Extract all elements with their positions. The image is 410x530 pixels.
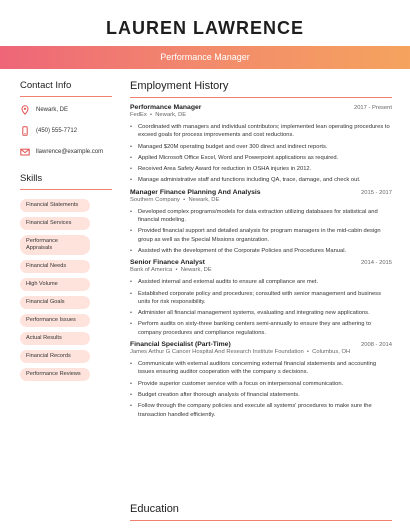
skill-tag: Financial Needs (20, 260, 90, 273)
job-location: Columbus, OH (312, 349, 351, 356)
job-location: Newark, DE (180, 267, 212, 274)
job-bullet: • Coordinated with managers and individual contributors; implemented lean operating procedures to exceed goals for process improvements and cost reductions. (130, 123, 392, 140)
job-location: Newark, DE (188, 196, 220, 203)
sidebar (20, 80, 112, 386)
skill-tag: Performance Issues (20, 314, 90, 327)
job-bullet: • Established corporate policy and procedures; consulted with senior management and business units for risk responsibility. (130, 290, 392, 307)
job-company: Bank of America (130, 267, 173, 274)
contact-phone (20, 127, 112, 139)
job-bullets (130, 208, 392, 255)
job-company: Southern Company (130, 196, 180, 203)
contact-list (20, 106, 112, 160)
job-entry (130, 104, 392, 185)
job-employer: Southern Company • Newark, DE (130, 196, 220, 203)
job-company: FedEx (130, 112, 147, 118)
job-bullet: • Manage administrative staff and functions including QA, trace, damage, and check out. (130, 176, 392, 184)
job-dates: 2017 - Present (353, 105, 392, 111)
job-bullet: • Administer all financial management systems, evaluating and integrating new applications. (130, 309, 392, 317)
job-bullet: • Budget creation after thorough analysis of financial statements. (130, 391, 392, 399)
job-title: Financial Specialist (Part-Time) (130, 341, 231, 349)
job-bullet: • Managed $20M operating budget and over 300 direct and indirect reports. (130, 143, 392, 151)
job-employer: Bank of America • Newark, DE (130, 267, 212, 274)
skill-tag: Actual Results (20, 332, 90, 345)
job-entry (130, 259, 392, 337)
contact-location-text: Newark, DE (36, 107, 69, 113)
job-bullet: • Developed complex programs/models for data extraction utilizing databases for statistical and financial modeling. (130, 208, 392, 225)
job-bullets (130, 123, 392, 185)
job-company: James Arthur G Cancer Hospital And Research Institute Foundation (130, 349, 304, 356)
employment-heading: Employment History (130, 80, 392, 98)
job-dates: 2014 - 2015 (361, 260, 392, 267)
skill-tag: High Volume (20, 278, 90, 291)
skill-tag: Financial Statements (20, 199, 90, 212)
envelope-icon (20, 147, 30, 160)
skill-tag: Financial Records (20, 350, 90, 363)
contact-email (20, 148, 112, 160)
main-content (130, 80, 392, 423)
job-title-banner: Performance Manager (0, 46, 410, 69)
map-pin-icon (20, 105, 30, 118)
contact-heading: Contact Info (20, 80, 112, 97)
skill-tag: Performance Appraisals (20, 235, 90, 255)
job-employer: James Arthur G Cancer Hospital And Research Institute Foundation • Columbus, OH (130, 349, 351, 356)
job-entry (130, 341, 392, 419)
job-title: Performance Manager (130, 104, 202, 111)
job-bullet: • Assisted with the development of the Corporate Policies and Procedures Manual. (130, 247, 392, 255)
job-title: Manager Finance Planning And Analysis (130, 188, 261, 196)
skill-tag: Financial Goals (20, 296, 90, 309)
job-bullet: • Follow through the company policies and execute all systems' procedures to make sure the transaction handled efficiently. (130, 402, 392, 419)
job-employer: FedEx • Newark, DE (130, 112, 187, 118)
job-bullets (130, 360, 392, 419)
job-dates: 2015 - 2017 (361, 189, 392, 196)
job-bullet: • Provide superior customer service with a focus on interpersonal communication. (130, 380, 392, 388)
skill-tag: Financial Services (20, 217, 90, 230)
skill-tag: Performance Reviews (20, 368, 90, 381)
job-bullet: • Provided financial support and detailed analysis for program managers in the mid-cabin design group as well as the Special Missions organization. (130, 227, 392, 244)
job-bullet: • Communicate with external auditors concerning external financial statements and accounting issues ensuring auditor cooperation with the company s decisions. (130, 360, 392, 377)
contact-email-text: llawrence@example.com (36, 149, 104, 155)
job-bullet: • Applied Microsoft Office Excel, Word and Powerpoint applications as required. (130, 154, 392, 162)
job-location: Newark, DE (155, 112, 187, 118)
skills-list (20, 199, 112, 381)
skills-heading: Skills (20, 173, 112, 190)
job-list (130, 104, 392, 419)
job-bullet: • Perform audits on sixty-three banking centers semi-annually to ensure they are adhering to company procedures and compliance regulations. (130, 320, 392, 337)
job-bullets (130, 278, 392, 337)
job-bullet: • Received Area Safety Award for reduction in OSHA injuries in 2012. (130, 165, 392, 173)
job-title: Senior Finance Analyst (130, 259, 205, 267)
education-heading: Education (130, 503, 392, 521)
job-bullet: • Assisted internal and external audits to ensure all compliance are met. (130, 278, 392, 286)
job-dates: 2008 - 2014 (361, 342, 392, 349)
contact-phone-text: (450) 555-7712 (36, 128, 78, 134)
resume-name: LAUREN LAWRENCE (106, 18, 304, 38)
phone-icon (20, 126, 30, 139)
job-entry (130, 189, 392, 255)
contact-location (20, 106, 112, 118)
